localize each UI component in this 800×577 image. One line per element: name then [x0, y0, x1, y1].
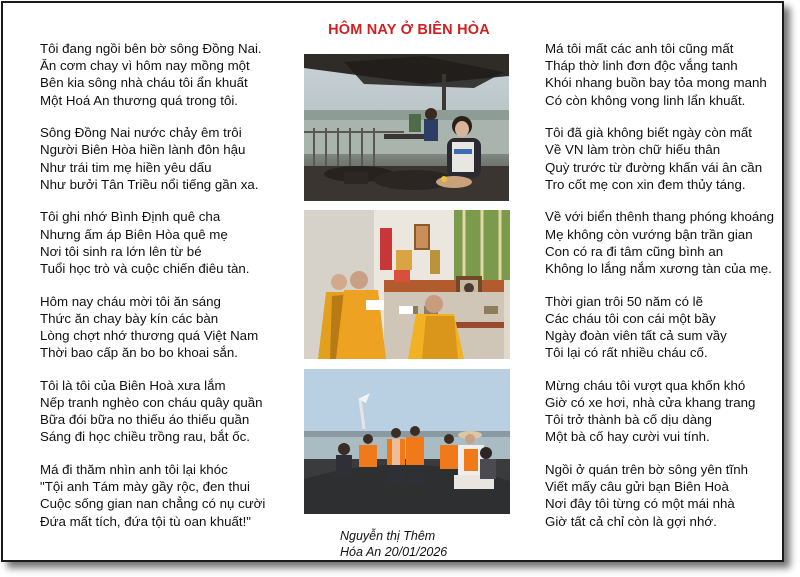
poem-stanza: [545, 40, 774, 109]
poem-line: Sông Đồng Nai nước chảy êm trôi: [40, 125, 242, 141]
poem-line: Nếp tranh nghèo con cháu quây quần: [40, 395, 263, 411]
poem-line: Thời gian trôi 50 năm có lẽ: [545, 293, 704, 309]
poem-line: Bữa đói bữa no thiếu áo thiếu quần: [40, 412, 250, 428]
poem-line: Tuổi học trò và cuộc chiến điêu tàn.: [40, 261, 250, 277]
poem-line: Về VN làm tròn chữ hiếu thân: [545, 142, 721, 158]
poem-line: Mừng cháu tôi vượt qua khốn khó: [545, 377, 746, 393]
poem-stanza: [40, 461, 265, 530]
poem-line: Một bà cố hay cười vui tính.: [545, 429, 710, 445]
poem-line: Không lo lắng nắm xương tàn của mẹ.: [545, 261, 772, 277]
poem-line: Thời bao cấp ăn bo bo khoai sắn.: [40, 345, 238, 361]
poem-line: Lòng chợt nhớ thương quá Việt Nam: [40, 328, 259, 344]
poem-line: Má tôi mất các anh tôi cũng mất: [545, 41, 734, 56]
poem-line: Sáng đi học chiều trồng rau, bắt ốc.: [40, 429, 250, 445]
poem-stanza: [545, 208, 774, 277]
poem-title: HÔM NAY Ở BIÊN HÒA: [328, 22, 490, 38]
poem-stanza: [545, 377, 774, 446]
poem-line: Như bưởi Tân Triều nổi tiếng gần xa.: [40, 176, 259, 192]
poem-line: Về với biển thênh thang phóng khoáng: [545, 209, 775, 225]
poem-line: Các cháu tôi con cái một bầy: [545, 310, 716, 326]
poem-line: Mẹ không còn vướng bận trần gian: [545, 226, 753, 242]
poem-line: Một Hoá An thương quá trong tôi.: [40, 92, 238, 108]
poem-line: "Tội anh Tám mày gầy rộc, đen thui: [40, 479, 250, 495]
poem-line: Ngồi ở quán trên bờ sông yên tĩnh: [545, 462, 748, 478]
poem-line: Tôi đang ngồi bên bờ sông Đồng Nai.: [40, 41, 262, 56]
poem-line: Như trái tim mẹ hiền yêu dấu: [40, 159, 212, 175]
poem-line: Giờ có xe hơi, nhà cửa khang trang: [545, 395, 756, 411]
poem-line: Giờ tất cả chỉ còn là gợi nhớ.: [545, 513, 717, 529]
poem-line: Má đi thăm nhìn anh tôi lại khóc: [40, 462, 228, 478]
boat-river-illustration: [304, 369, 510, 514]
poem-line: Có còn không vong linh lẩn khuất.: [545, 92, 746, 108]
poem-line: Tôi là tôi của Biên Hoà xưa lắm: [40, 377, 226, 393]
photo-boat-river: [304, 369, 510, 514]
monks-altar-illustration: [304, 210, 510, 359]
poem-line: Hôm nay cháu mời tôi ăn sáng: [40, 293, 221, 309]
poem-line: Tôi trở thành bà cố dịu dàng: [545, 412, 712, 428]
poem-line: Nhưng ấm áp Biên Hòa quê mẹ: [40, 226, 228, 242]
poem-line: Quỳ trước từ đường khấn vái ân cần: [545, 159, 763, 175]
poem-line: Khói nhang buồn bay tỏa mong manh: [545, 75, 767, 91]
right-poem-column: [545, 40, 774, 530]
poem-line: Viết mấy câu gửi bạn Biên Hoà: [545, 479, 729, 495]
poem-line: Bên kia sông nhà cháu tôi ẩn khuất: [40, 75, 248, 91]
poem-stanza: [40, 377, 265, 446]
poem-line: Thức ăn chay bày kín các bàn: [40, 310, 219, 326]
signature-block: [340, 528, 447, 560]
poem-line: Người Biên Hòa hiền lành đôn hậu: [40, 142, 246, 158]
poem-stanza: [40, 40, 265, 109]
place-date: Hóa An 20/01/2026: [340, 545, 448, 559]
poem-stanza: [545, 293, 774, 362]
poem-line: Tôi đã già không biết ngày còn mất: [545, 125, 752, 141]
poem-line: Đứa mất tích, đứa tội tù oan khuất!": [40, 513, 252, 529]
poem-line: Ăn cơm chay vì hôm nay mồng một: [40, 58, 250, 74]
riverside-cafe-illustration: [304, 54, 509, 201]
poem-line: Con có ra đi tâm cũng bình an: [545, 243, 724, 259]
poem-stanza: [40, 208, 265, 277]
left-poem-column: [40, 40, 265, 530]
photo-monks-altar: [304, 210, 510, 359]
poem-line: Tro cốt mẹ con xin đem thủy táng.: [545, 176, 746, 192]
poem-stanza: [40, 293, 265, 362]
poem-line: Tôi ghi nhớ Bình Định quê cha: [40, 209, 221, 225]
poem-line: Tôi lại có rất nhiều cháu cố.: [545, 345, 708, 361]
poem-line: Cuộc sống gian nan chẳng có nụ cười: [40, 496, 266, 512]
poem-stanza: [40, 124, 265, 193]
author-name: Nguyễn thị Thêm: [340, 529, 436, 543]
poem-line: Nơi đây tôi từng có một mái nhà: [545, 496, 735, 512]
photo-riverside-cafe: [304, 54, 509, 201]
poem-line: Tháp thờ linh đơn độc vắng tanh: [545, 58, 738, 74]
poem-stanza: [545, 461, 774, 530]
poem-line: Ngày đoàn viên tất cả sum vầy: [545, 328, 727, 344]
poem-line: Nơi tôi sinh ra lớn lên từ bé: [40, 243, 202, 259]
poem-stanza: [545, 124, 774, 193]
